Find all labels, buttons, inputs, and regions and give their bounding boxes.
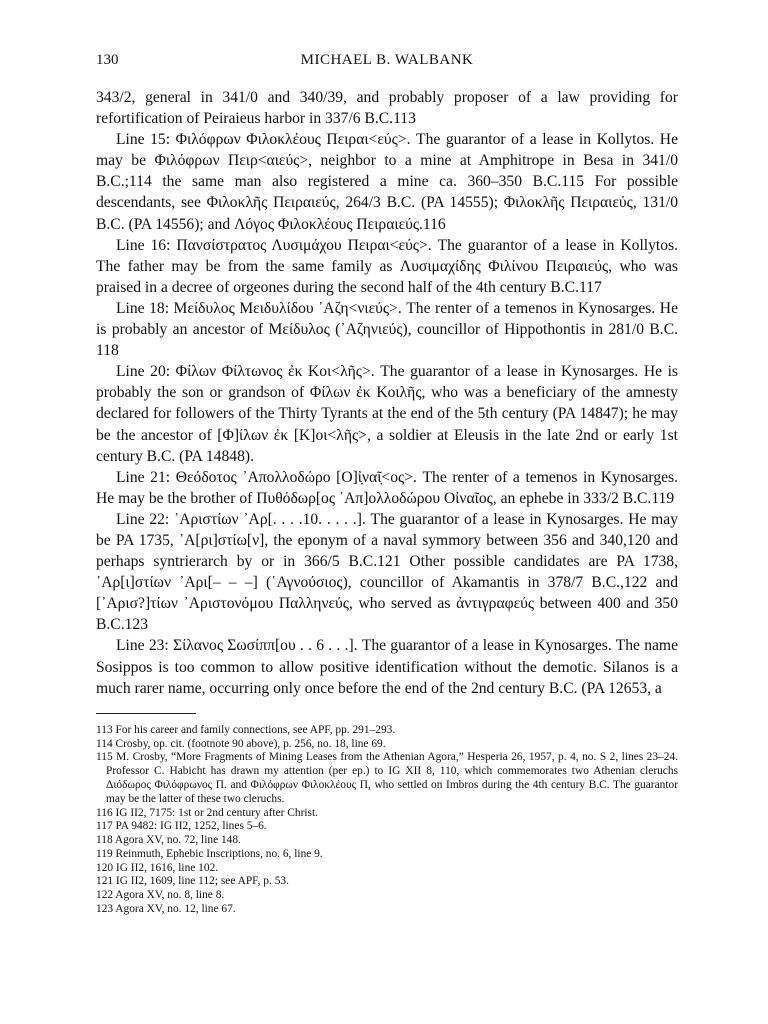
footnote-rule <box>96 713 196 714</box>
footnote: 115 M. Crosby, “More Fragments of Mining Leases from the Athenian Agora,” Hesperia 26, 1957, p. 4, no. S 2, lines 23–24. Professor C. Habicht has drawn my attention (per ep.) to IG XII 8, 110, which commemorates two Athenian cleruchs Διόδωρος Φιλόφρωνος Π. and Φιλόφρων Φιλοκλέους Π, who settled on Imbros during the 4th century B.C. The guarantor may be the latter of these two cleruchs. <box>96 751 678 805</box>
footnote: 117 PA 9482: IG II2, 1252, lines 5–6. <box>96 820 267 833</box>
paragraph-line-20: Line 20: Φίλων Φίλτωνος ἐκ Κοι<λῆς>. The guarantor of a lease in Kynosarges. He is probably the son or grandson of Φίλων ἐκ Κοιλῆς, who was a beneficiary of the amnesty declared for followers of the Thirty Tyrants at the end of the 5th century (PA 14847); he may be the ancestor of [Φ]ίλων ἐκ [Κ]οι<λῆς>, a soldier at Eleusis in the late 2nd or early 1st century B.C. (PA 14848). <box>96 363 678 465</box>
footnote: 121 IG II2, 1609, line 112; see APF, p. 53. <box>96 875 289 888</box>
main-text <box>96 87 678 699</box>
footnote: 122 Agora XV, no. 8, line 8. <box>96 889 225 902</box>
paragraph: 343/2, general in 341/0 and 340/39, and probably proposer of a law providing for refortification of Peiraieus harbor in 337/6 B.C.113 <box>96 89 678 128</box>
footnote: 113 For his career and family connections, see APF, pp. 291–293. <box>96 723 396 736</box>
footnote: 116 IG II2, 7175: 1st or 2nd century after Christ. <box>96 806 318 819</box>
running-head-author: MICHAEL B. WALBANK <box>300 52 474 68</box>
footnote: 118 Agora XV, no. 72, line 148. <box>96 834 241 847</box>
running-header <box>96 52 678 69</box>
footnote: 119 Reinmuth, Ephebic Inscriptions, no. 6, line 9. <box>96 847 323 860</box>
page-number: 130 <box>96 52 119 68</box>
paragraph-line-21: Line 21: Θεόδοτος ᾿Απολλοδώρο [Ο]ἰ̣ναῖ̣<ος>. The renter of a temenos in Kynosarges. He may be the brother of Πυθόδωρ[ος ᾿Απ]ολλοδώρου Οἰναῖος, an ephebe in 333/2 B.C.119 <box>96 468 678 507</box>
paragraph-line-16: Line 16: Πανσίστρατος Λυσιμάχου Πειραι<εύς>. The guarantor of a lease in Kollytos. The father may be from the same family as Λυσιμαχίδης Φιλίνου Πειραιεύς, who was praised in a decree of orgeones during the second half of the 4th century B.C.117 <box>96 236 678 296</box>
paragraph-line-22: Line 22: ᾿Αριστίων ᾿Αρ[. . . .10. . . . .]. The guarantor of a lease in Kynosarges. He may be PA 1735, ᾿Α[ρι]στίω[ν], the eponym of a naval symmory between 356 and 340,120 and perhaps syntrierarch by or in 366/5 B.C.121 Other possible candidates are PA 1738, ᾿Αρ[ι]στίων ᾿Αρι[– – –] (῾Αγνούσιος), councillor of Akamantis in 378/7 B.C.,122 and [᾿Αρισ?]τίων ᾿Αριστονόμου Παλληνεύς, who served as ἀντιγραφεύς between 400 and 350 B.C.123 <box>96 510 678 634</box>
footnote: 120 IG II2, 1616, line 102. <box>96 861 219 874</box>
footnotes <box>96 713 678 917</box>
footnote: 114 Crosby, op. cit. (footnote 90 above), p. 256, no. 18, line 69. <box>96 737 386 750</box>
paragraph-line-23: Line 23: Σίλανος Σωσίππ[ου . . 6 . . .]. The guarantor of a lease in Kynosarges. The name Sosippos is too common to allow positive identification without the demotic. Silanos is a much rarer name, occurring only once before the end of the 2nd century B.C. (PA 12653, a <box>96 637 678 697</box>
paragraph-line-15: Line 15: Φιλόφρων Φιλοκλέους Πειραι<εύς>. The guarantor of a lease in Kollytos. He may be Φιλόφρων Πειρ<αιεύς>, neighbor to a mine at Amphitrope in Besa in 341/0 B.C.;114 the same man also registered a mine ca. 360–350 B.C.115 For possible descendants, see Φιλοκλῆς Πειραιεύς, 264/3 B.C. (PA 14555); Φιλοκλῆς Πειραιεύς, 131/0 B.C. (PA 14556); and Λόγος Φιλοκλέους Πειραιεύς.116 <box>96 131 678 233</box>
footnote: 123 Agora XV, no. 12, line 67. <box>96 903 236 916</box>
paragraph-line-18: Line 18: Μείδυλος Μειδυλίδου ᾿Αζη<νιεύς>. The renter of a temenos in Kynosarges. He is probably an ancestor of Μείδυλος (᾿Αζηνιεύς), councillor of Hippothontis in 281/0 B.C. 118 <box>96 299 678 360</box>
page <box>96 52 678 917</box>
